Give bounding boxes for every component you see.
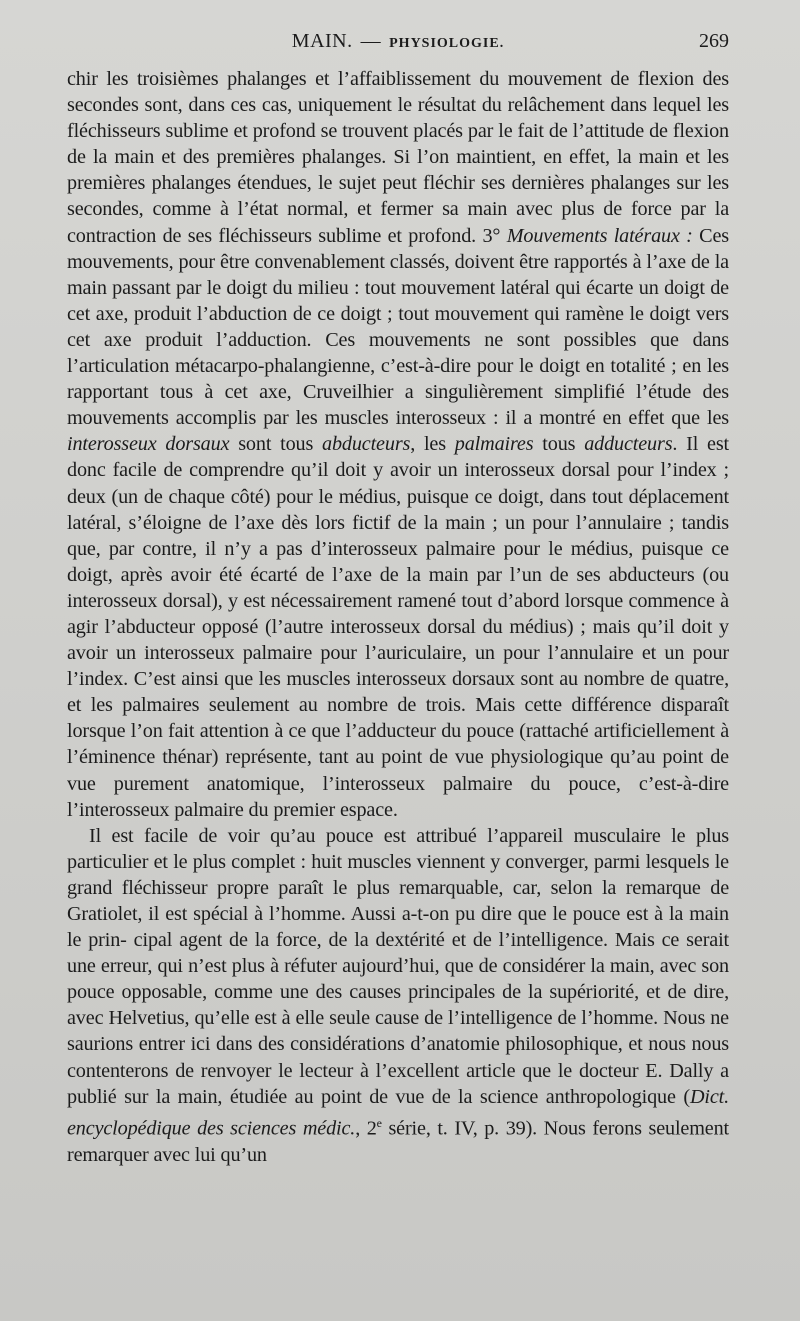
page-header <box>67 30 729 58</box>
italic-text: adducteurs <box>584 433 673 456</box>
text-run: , les <box>410 433 455 456</box>
running-head-separator: — <box>360 30 382 52</box>
text-run: série, t. IV, p. 39). Nous ferons seulement remarquer avec lui qu’un <box>67 1117 729 1166</box>
paragraph <box>67 823 729 1168</box>
text-run: Il est facile de voir qu’au pouce est attribué l’appareil musculaire le plus particulier et le plus complet : huit muscles viennent y converger, parmi lesquels le grand fléchisseur propre paraît le plus remarquable, car, selon la remarque de Gratiolet, il est spécial à l’homme. Aussi a-t-on pu dire que le pouce est à la main le prin- cipal agent de la force, de la dextérité et de l’intelligence. Mais ce serait une erreur, qui n’est plus à réfuter aujourd’hui, que de considérer la main, avec son pouce opposable, comme une des causes principales de la supériorité, et de dire, avec Helvetius, qu’elle est à elle seule cause de l’intelligence de l’homme. Nous ne saurions entrer ici dans des considérations d’anatomie philosophique, et nous nous contenterons de renvoyer le lecteur à l’excellent article que le docteur E. Dally a publié sur la main, étudiée au point de vue de la science anthropologique ( <box>67 824 729 1108</box>
running-head-title: MAIN. <box>291 30 353 52</box>
page-number: 269 <box>699 30 729 52</box>
running-head-subtitle: PHYSIOLOGIE. <box>389 36 505 51</box>
text-run: Ces mouvements, pour être convenablement classés, doivent être rapportés à l’axe de la main passant par le doigt du milieu : tout mouvement latéral qui écarte un doigt de cet axe, produit l’abduction de ce doigt ; tout mouvement qui ramène le doigt vers cet axe produit l’adduction. Ces mouvements ne sont possibles que dans l’articulation métacarpo-phalangienne, c’est-à-dire pour le doigt en totalité ; en les rapportant tous à cet axe, Cruveilhier a singulièrement simplifié l’étude des mouvements accomplis par les muscles interosseux : il a montré en effet que les <box>67 224 730 430</box>
italic-text: interosseux dorsaux <box>67 433 230 456</box>
paragraph <box>67 66 729 823</box>
italic-text: abducteurs <box>322 433 411 456</box>
body-text <box>67 66 729 1168</box>
italic-text: palmaires <box>454 433 534 456</box>
superscript-text: e <box>376 1115 382 1130</box>
italic-text: Mouvements latéraux : <box>506 224 693 247</box>
text-run: . Il est donc facile de comprendre qu’il doit y avoir un interosseux dorsal pour l’index ; deux (un de chaque côté) pour le médius, puisque ce doigt, dans tout déplacement latéral, s’éloigne de l’axe dès lors fictif de la main ; un pour l’annulaire ; tandis que, par contre, il n’y a pas d’interosseux palmaire pour le médius, puisque ce doigt, après avoir été écarté de l’axe de la main par l’un de ses abducteurs (ou interosseux dorsal), y est nécessairement ramené tout d’abord lorsque commence à agir l’abducteur opposé (l’autre interosseux dorsal du médius) ; mais qu’il doit y avoir un interosseux palmaire pour l’auriculaire, un pour l’annulaire et un pour l’index. C’est ainsi que les muscles interosseux dorsaux sont au nombre de quatre, et les palmaires seulement au nombre de trois. Mais cette différence disparaît lorsque l’on fait attention à ce que l’adducteur du pouce (rattaché artificiellement à l’éminence thénar) représente, tant au point de vue physiologique qu’au point de vue purement anatomique, l’interosseux palmaire du pouce, c’est-à-dire l’interosseux palmaire du premier espace. <box>67 433 729 821</box>
text-run: tous <box>533 433 585 456</box>
text-run: , 2 <box>355 1117 377 1140</box>
italic-text: Dict. encyclopédique des sciences médic. <box>67 1085 729 1140</box>
text-run: sont tous <box>229 433 323 456</box>
running-head <box>67 30 729 53</box>
text-run: chir les troisièmes phalanges et l’affaiblissement du mouvement de flexion des secondes sont, dans ces cas, uniquement le résultat du relâchement dans lequel les fléchisseurs sublime et profond se trouvent placés par le fait de l’attitude de flexion de la main et des premières phalanges. Si l’on maintient, en effet, la main et les premières phalanges étendues, le sujet peut fléchir ses dernières phalanges sur les secondes, comme à l’état normal, et fermer sa main avec plus de force par la contraction de ses fléchisseurs sublime et profond. 3° <box>67 68 729 247</box>
